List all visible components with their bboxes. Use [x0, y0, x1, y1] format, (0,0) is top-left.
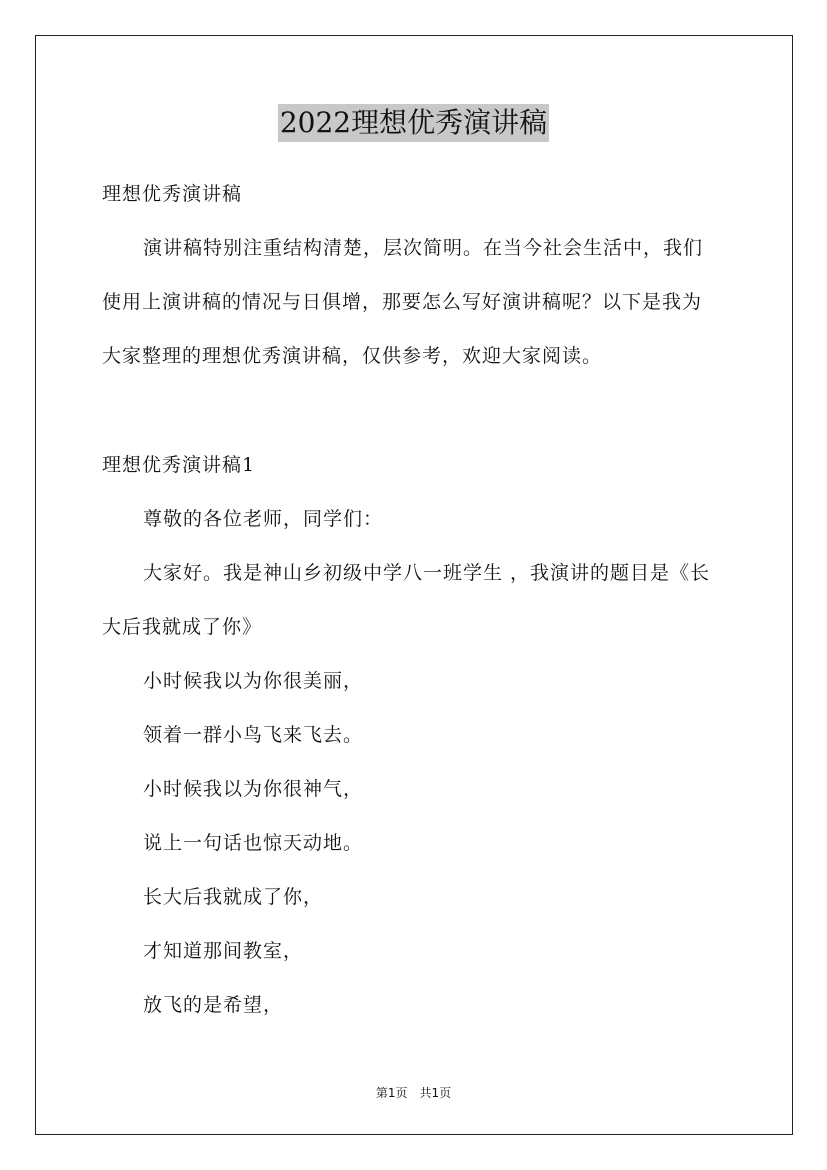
poem-line-4: 说上一句话也惊天动地。 — [143, 832, 364, 854]
intro-heading: 理想优秀演讲稿 — [102, 183, 243, 205]
poem-line-3: 小时候我以为你很神气， — [143, 778, 364, 800]
section1-heading: 理想优秀演讲稿1 — [102, 454, 256, 476]
greeting-line: 尊敬的各位老师，同学们： — [143, 508, 384, 530]
document-title: 2022理想优秀演讲稿 — [278, 104, 549, 142]
poem-line-6: 才知道那间教室， — [143, 940, 304, 962]
poem-line-5: 长大后我就成了你， — [143, 886, 324, 908]
poem-line-7: 放飞的是希望， — [143, 994, 284, 1016]
poem-line-1: 小时候我以为你很美丽， — [143, 670, 364, 692]
page-number-footer: 第1页 共1页 — [375, 1086, 452, 1100]
intro-line-2: 使用上演讲稿的情况与日俱增，那要怎么写好演讲稿呢？以下是我为 — [102, 291, 703, 313]
document-title-container — [0, 104, 827, 142]
opening-line-1: 大家好。我是神山乡初级中学八一班学生 ，我演讲的题目是《长 — [143, 562, 711, 584]
intro-line-1: 演讲稿特别注重结构清楚，层次简明。在当今社会生活中，我们 — [143, 237, 704, 259]
intro-line-3: 大家整理的理想优秀演讲稿，仅供参考，欢迎大家阅读。 — [102, 345, 603, 367]
opening-line-2: 大后我就成了你》 — [102, 616, 263, 638]
poem-line-2: 领着一群小鸟飞来飞去。 — [143, 724, 364, 746]
